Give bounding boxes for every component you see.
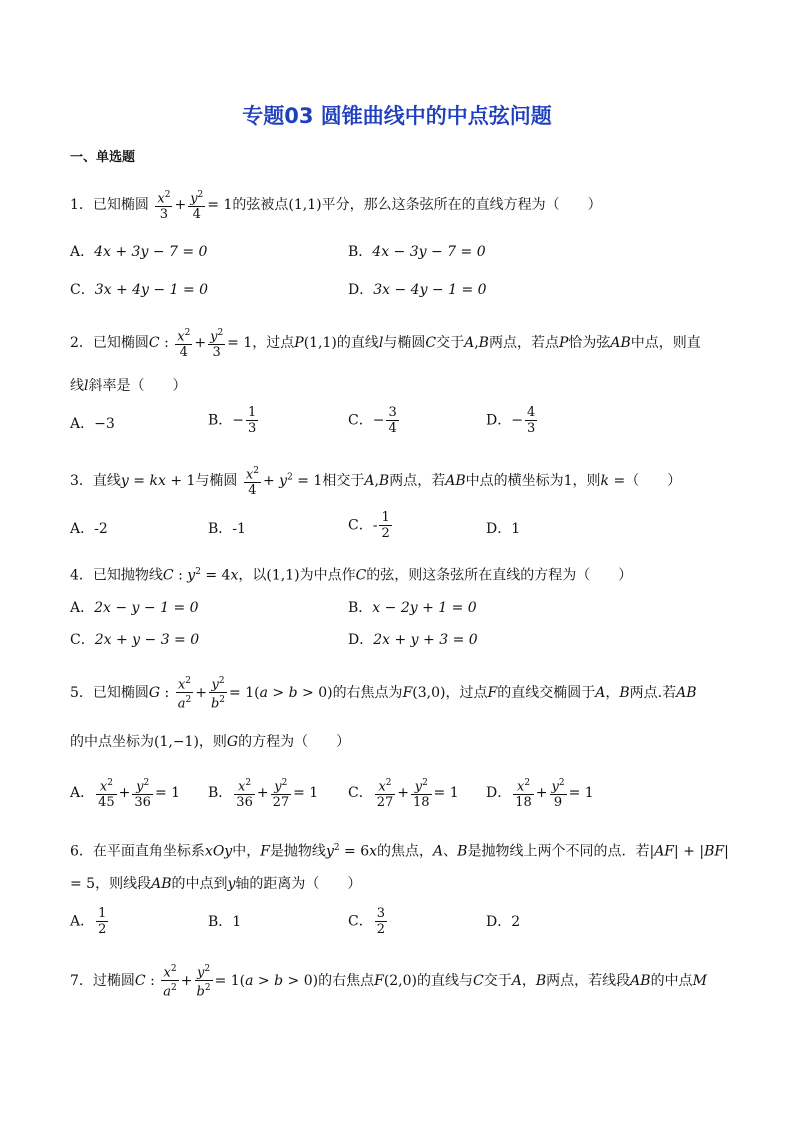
question-3: 3．直线y = kx + 1与椭圆 $\frac{x^2}{4}$ + $y^2 = 1$相交于A,B两点，若AB中点的横坐标为1，则k =（ ） — [70, 466, 682, 499]
question-5-line-2: 的中点坐标为(1,−1)，则G的方程为（ ） — [70, 734, 351, 750]
question-4: 4．已知抛物线C : $y^2 = 4x$，以(1,1)为中点作C的弦，则这条弦所在直线的方程为（ ） — [70, 567, 633, 584]
q6-option-c: C． $\frac{3}{2}$ — [348, 906, 385, 937]
question-2: 2．已知椭圆C : $\frac{x^2}{4}$ + $\frac{y^2}{3}$ = 1，过点P(1,1)的直线l与椭圆C交于A,B两点，若点P恰为弦AB中点，则直 — [70, 328, 701, 361]
question-5: 5．已知椭圆G : $\frac{x^2}{a^2}$ + $\frac{y^2}{b^2}$ = 1(a > b > 0)的右焦点为F(3,0)，过点F的直线交椭圆于A，B两点.若AB — [70, 676, 697, 712]
question-6-line-2: = 5，则线段AB的中点到y轴的距离为（ ） — [70, 876, 362, 892]
q6-option-a: A． $\frac{1}{2}$ — [70, 906, 107, 937]
q2-option-b: B．− $\frac{1}{3}$ — [208, 405, 257, 436]
fraction: $\frac{y^2}{4}$ — [190, 190, 204, 223]
q3-option-d: D．1 — [486, 521, 521, 537]
q6-option-d: D．2 — [486, 914, 521, 930]
page-title: 专题03 圆锥曲线中的中点弦问题 — [242, 104, 552, 128]
q5-option-c: C． $\frac{x^2}{27}$ + $\frac{y^2}{18}$ = 1 — [348, 778, 459, 811]
q4-option-b: B．x − 2y + 1 = 0 — [348, 600, 477, 616]
fraction: $\frac{x^2}{3}$ — [157, 190, 171, 223]
question-1: 1．已知椭圆 $\frac{x^2}{3}$ + $\frac{y^2}{4}$ = 1的弦被点(1,1)平分，那么这条弦所在的直线方程为（ ） — [70, 190, 602, 223]
q3-option-c: C．- $\frac{1}{2}$ — [348, 510, 390, 541]
q1-option-a: A．4x + 3y − 7 = 0 — [70, 244, 208, 260]
question-7: 7．过椭圆C : $\frac{x^2}{a^2}$ + $\frac{y^2}{b^2}$ = 1(a > b > 0)的右焦点F(2,0)的直线与C交于A，B两点，若线段AB的中点M — [70, 964, 707, 1000]
q4-option-d: D．2x + y + 3 = 0 — [348, 632, 478, 648]
section-heading: 一、单选题 — [70, 150, 136, 165]
question-6: 6．在平面直角坐标系xOy中，F是抛物线$y^2 = 6x$的焦点，A、B是抛物线上两个不同的点．若|AF| + |BF| — [70, 843, 729, 860]
q2-option-d: D．− $\frac{4}{3}$ — [486, 405, 536, 436]
q1-option-c: C．3x + 4y − 1 = 0 — [70, 282, 209, 298]
q5-option-b: B． $\frac{x^2}{36}$ + $\frac{y^2}{27}$ = 1 — [208, 778, 319, 811]
q2-option-a: A．−3 — [70, 416, 115, 432]
q4-option-a: A．2x − y − 1 = 0 — [70, 600, 199, 616]
q3-option-b: B．-1 — [208, 521, 246, 537]
q6-option-b: B．1 — [208, 914, 242, 930]
q3-option-a: A．-2 — [70, 521, 108, 537]
q5-option-a: A． $\frac{x^2}{45}$ + $\frac{y^2}{36}$ = 1 — [70, 778, 181, 811]
q5-option-d: D． $\frac{x^2}{18}$ + $\frac{y^2}{9}$ = 1 — [486, 778, 594, 811]
q1-option-b: B．4x − 3y − 7 = 0 — [348, 244, 486, 260]
question-2-line-2: 线l斜率是（ ） — [70, 378, 187, 394]
q1-option-d: D．3x − 4y − 1 = 0 — [348, 282, 487, 298]
q4-option-c: C．2x + y − 3 = 0 — [70, 632, 200, 648]
q2-option-c: C．− $\frac{3}{4}$ — [348, 405, 397, 436]
